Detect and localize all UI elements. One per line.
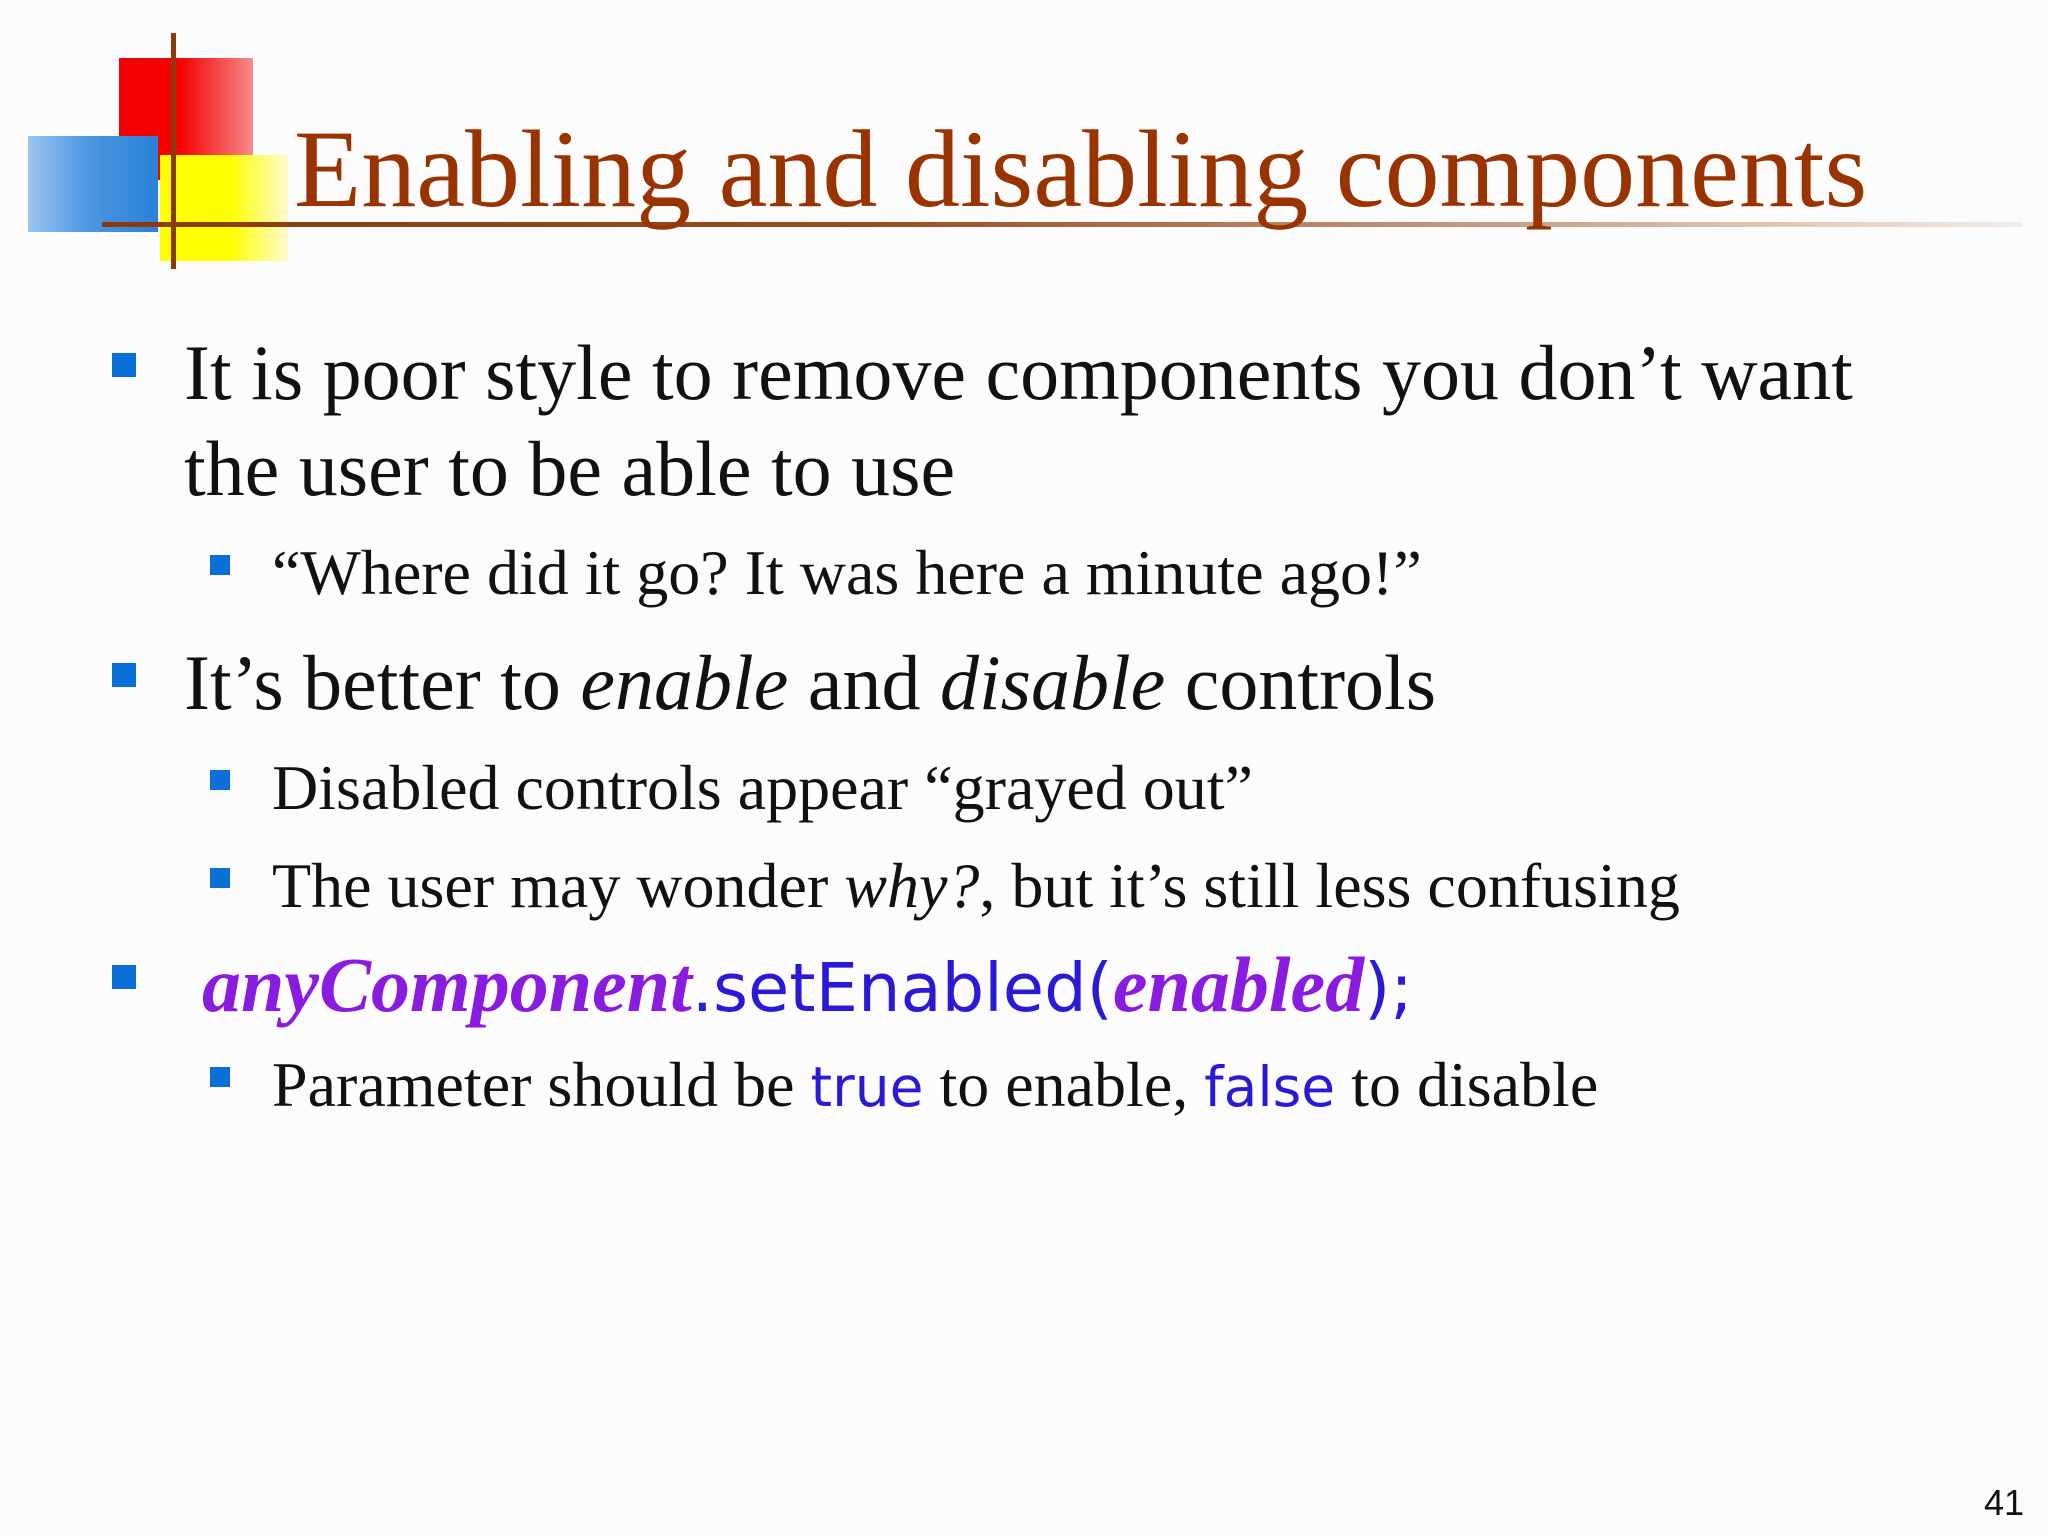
bullet-square-icon [210, 1067, 230, 1087]
bullet-1-sub-1 [272, 533, 1422, 613]
code-argument: enabled [1112, 941, 1365, 1028]
bullet-2-sub-2-post: , but it’s still less confusing [979, 850, 1680, 921]
bullet-1-line-1: It is poor style to remove components you don’t want [184, 329, 1853, 416]
bullet-2 [184, 635, 1436, 731]
bullet-square-icon [112, 663, 136, 687]
bullet-3-sub-1-mid: to enable, [923, 1049, 1205, 1120]
bullet-3-sub-1 [272, 1045, 1598, 1127]
bullet-square-icon [112, 353, 136, 377]
bullet-1 [184, 325, 1853, 421]
slide-title: Enabling and disabling components [294, 108, 1868, 230]
code-close: ); [1364, 949, 1413, 1027]
code-variable: anyComponent [202, 941, 692, 1028]
bullet-2-em-enable: enable [580, 639, 789, 726]
code-false: false [1204, 1055, 1336, 1119]
bullet-2-em-disable: disable [939, 639, 1166, 726]
yellow-square-decoration [160, 155, 288, 261]
bullet-1-sub-1-text: “Where did it go? It was here a minute ago!” [272, 537, 1422, 608]
bullet-2-sub-2-em: why? [844, 850, 980, 921]
code-true: true [810, 1055, 924, 1119]
bullet-1-line-2: the user to be able to use [184, 425, 956, 512]
bullet-2-sub-1 [272, 748, 1253, 828]
bullet-2-sub-2-pre: The user may wonder [272, 850, 845, 921]
bullet-square-icon [112, 965, 136, 989]
page-number: 41 [1983, 1482, 2024, 1523]
bullet-2-sub-1-text: Disabled controls appear “grayed out” [272, 752, 1253, 823]
bullet-square-icon [210, 770, 230, 790]
bullet-3 [202, 937, 1413, 1036]
blue-square-decoration [28, 136, 158, 232]
bullet-2-sub-2 [272, 846, 1680, 926]
bullet-3-sub-1-post: to disable [1335, 1049, 1599, 1120]
bullet-2-mid: and [788, 639, 940, 726]
bullet-square-icon [210, 555, 230, 575]
bullet-3-sub-1-pre: Parameter should be [272, 1049, 811, 1120]
bullet-2-post: controls [1165, 639, 1437, 726]
vertical-rule-decoration [171, 33, 176, 269]
code-method: .setEnabled( [691, 949, 1113, 1027]
bullet-square-icon [210, 868, 230, 888]
bullet-2-pre: It’s better to [184, 639, 581, 726]
bullet-1-continuation [184, 421, 955, 517]
